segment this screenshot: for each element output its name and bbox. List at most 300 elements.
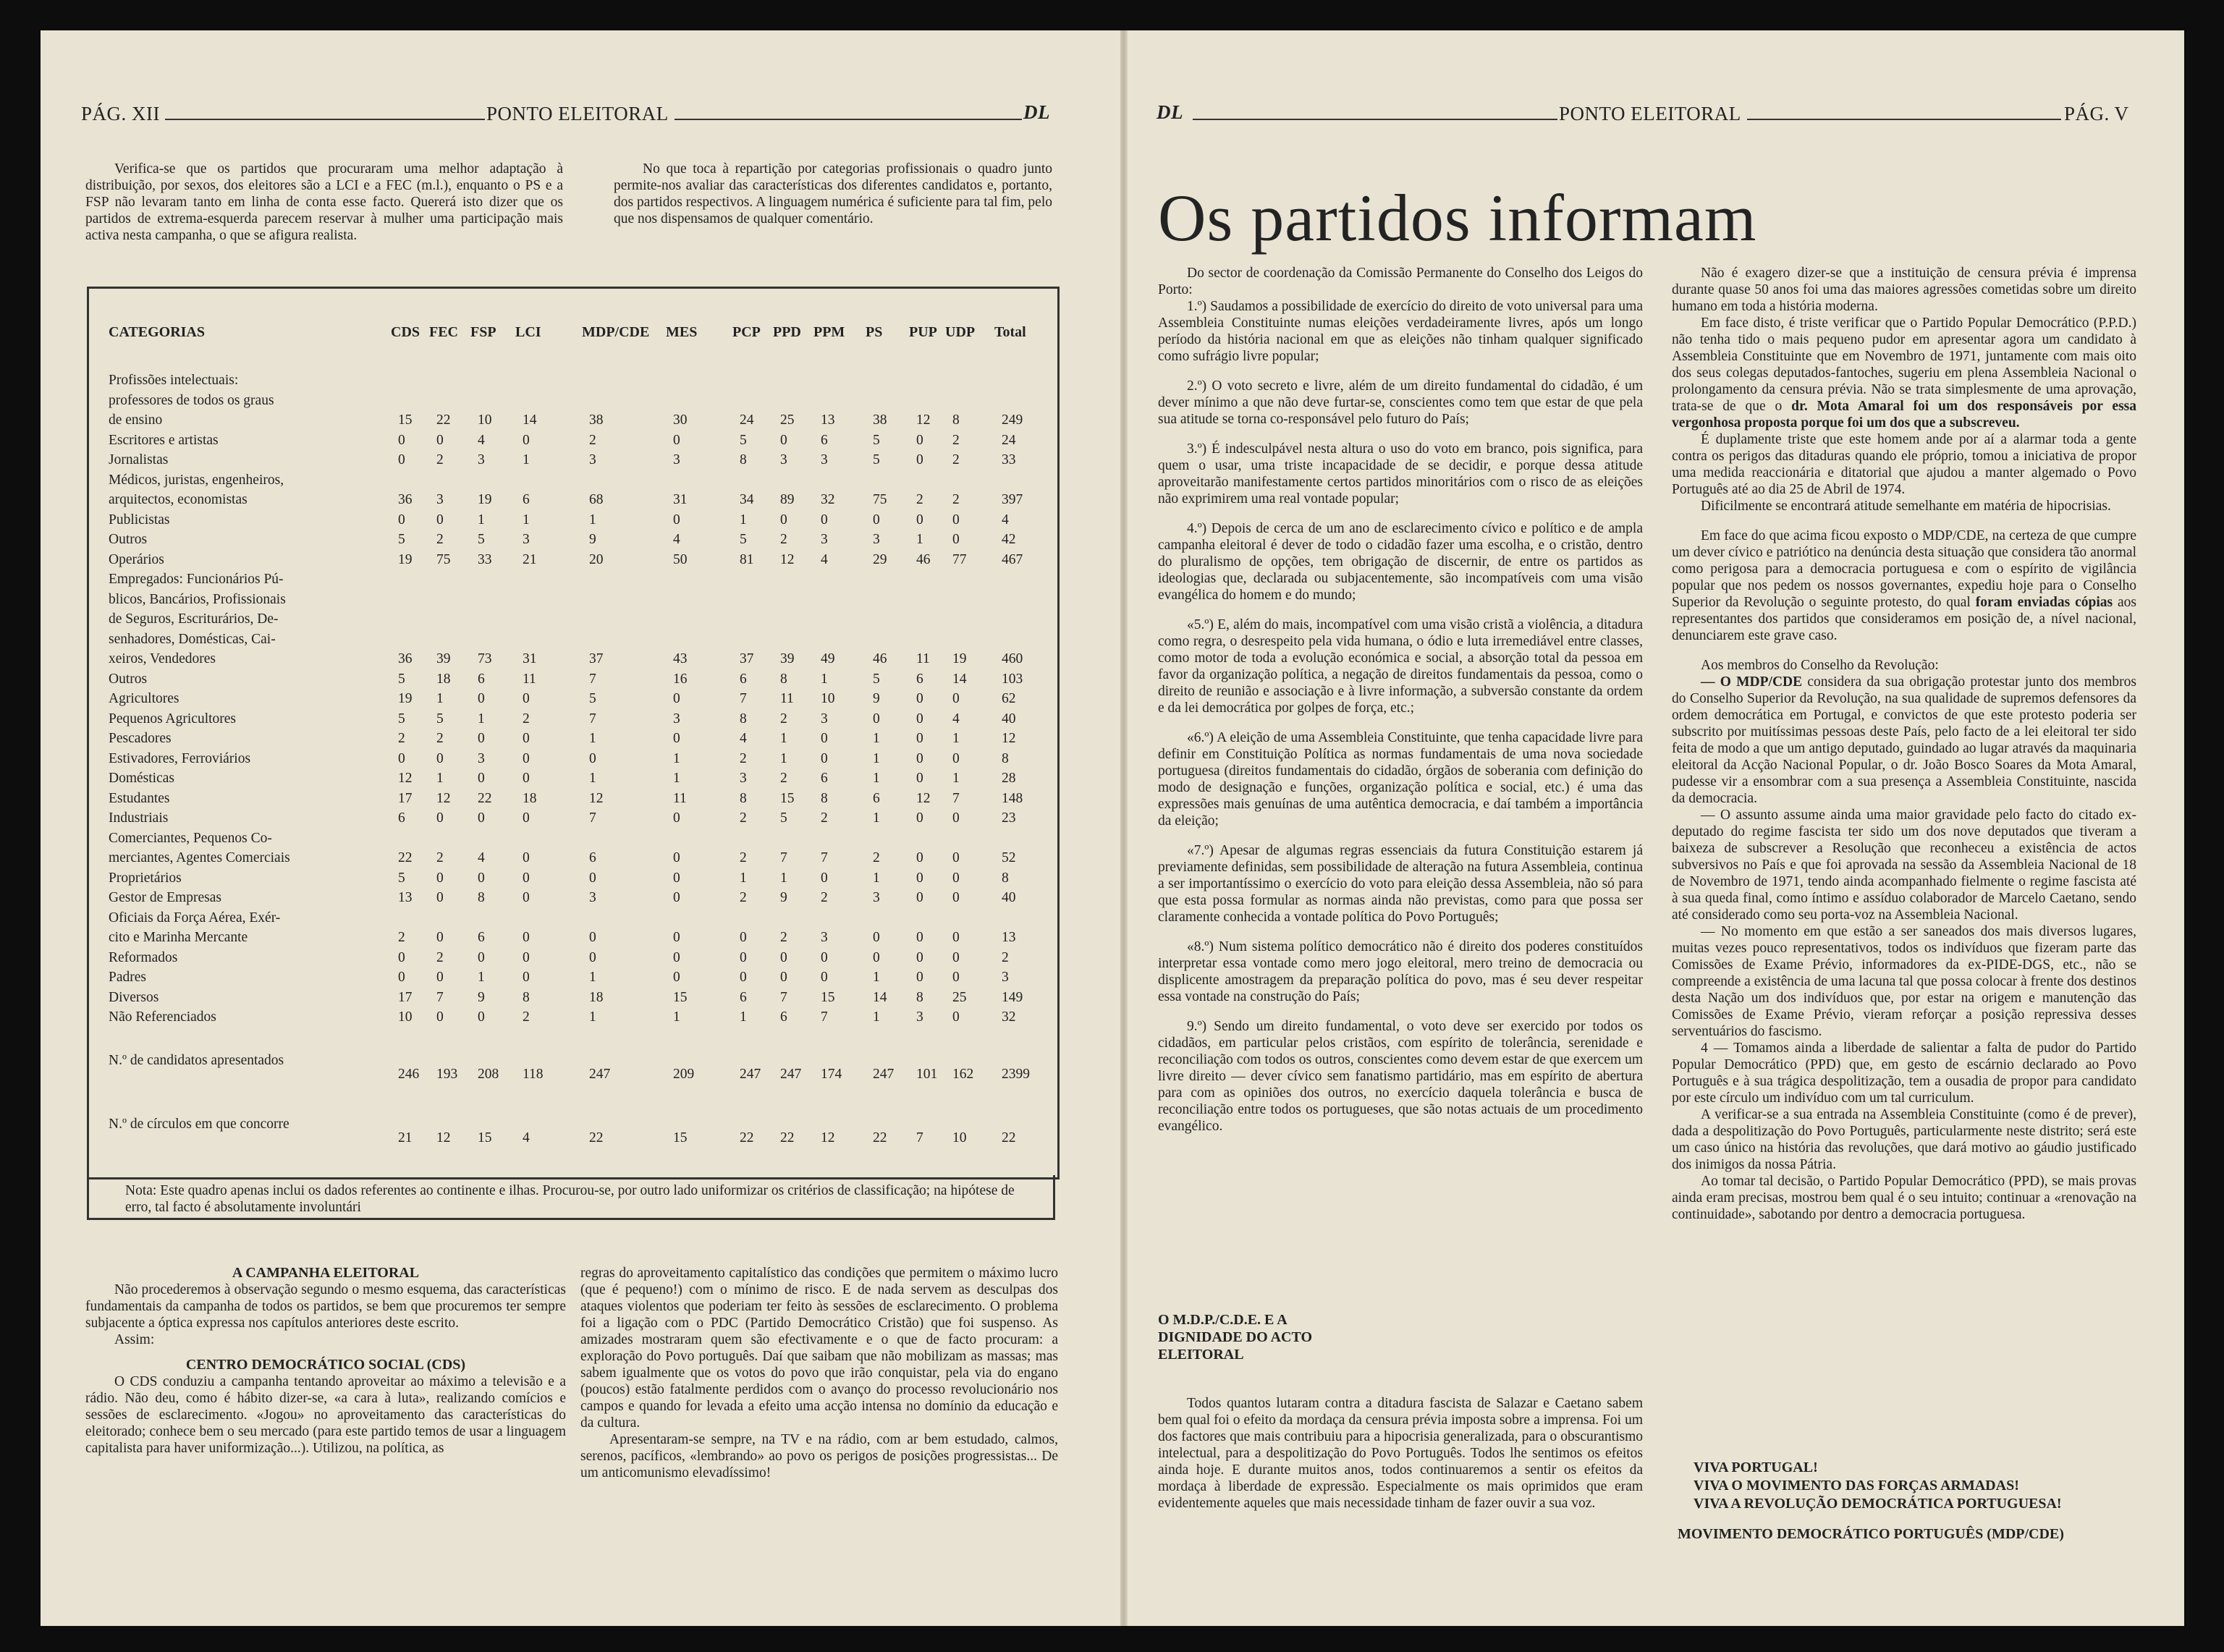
table-cell: 0 bbox=[916, 731, 923, 746]
right-page-label: PÁG. V bbox=[2064, 103, 2129, 124]
table-row-label: Operários bbox=[109, 551, 164, 567]
table-cell: 15 bbox=[780, 790, 795, 806]
table-cell: 3 bbox=[873, 532, 880, 547]
table-cell: 11 bbox=[780, 691, 794, 706]
table-cell: 0 bbox=[952, 691, 960, 706]
table-cell: 0 bbox=[916, 930, 923, 945]
table-cell: 37 bbox=[740, 651, 754, 666]
table-cell: 149 bbox=[1002, 989, 1023, 1005]
intro-right: No que toca à repartição por categorias profissionais o quadro junto permite-nos avaliar das características dos diferentes candidatos e, portanto, dos partidos respectivos. A linguagem numérica é suficiente para tal fim, pelo que nos dispensamos de qualquer comentário. bbox=[614, 161, 1052, 226]
table-cell: 5 bbox=[478, 532, 485, 547]
closing-line-2: VIVA O MOVIMENTO DAS FORÇAS ARMADAS! bbox=[1694, 1478, 2019, 1494]
table-cell: 0 bbox=[523, 810, 530, 826]
table-cell: 3 bbox=[589, 452, 596, 467]
table-header: MES bbox=[666, 324, 698, 340]
table-cell: 0 bbox=[589, 949, 596, 965]
table-cell: 0 bbox=[952, 949, 960, 965]
table-cell: 49 bbox=[821, 651, 835, 666]
table-cell: 39 bbox=[780, 651, 795, 666]
table-cell: 7 bbox=[589, 711, 596, 727]
table-cell: 6 bbox=[740, 989, 747, 1005]
table-cell: 18 bbox=[523, 790, 537, 806]
table-cell: 20 bbox=[589, 551, 604, 567]
table-cell: 19 bbox=[952, 651, 967, 666]
table-cell: 0 bbox=[589, 870, 596, 886]
table-cell: 0 bbox=[916, 432, 923, 448]
table-cell: 4 bbox=[821, 551, 828, 567]
table-cell: 89 bbox=[780, 492, 795, 507]
table-cell: 0 bbox=[952, 512, 960, 528]
table-cell: 5 bbox=[398, 671, 405, 687]
table-cell: 7 bbox=[436, 989, 444, 1005]
page-title: Os partidos informam bbox=[1158, 181, 1757, 255]
table-cell: 0 bbox=[398, 452, 405, 467]
table-cell: 15 bbox=[821, 989, 835, 1005]
table-cell: 25 bbox=[952, 989, 967, 1005]
table-cell: 77 bbox=[952, 551, 967, 567]
table-cell: 1 bbox=[523, 452, 530, 467]
table-cell: 0 bbox=[436, 930, 444, 945]
table-row-label: Escritores e artistas bbox=[109, 432, 219, 448]
table-cell: 0 bbox=[821, 949, 828, 965]
table-cell: 9 bbox=[780, 890, 787, 905]
table-cell: 2 bbox=[436, 731, 444, 746]
table-cell: 0 bbox=[821, 731, 828, 746]
table-cell: 0 bbox=[952, 750, 960, 766]
campaign-title: A CAMPANHA ELEITORAL bbox=[232, 1265, 420, 1281]
table-cell: 0 bbox=[952, 850, 960, 865]
table-cell: 42 bbox=[1002, 532, 1016, 547]
table-header: MDP/CDE bbox=[582, 324, 650, 340]
table-cell: 4 bbox=[673, 532, 680, 547]
table-row-label: Reformados bbox=[109, 949, 178, 965]
table-cell: 1 bbox=[873, 750, 880, 766]
table-cell: 8 bbox=[740, 711, 747, 727]
table-cell: 0 bbox=[740, 949, 747, 965]
left-head-rule bbox=[165, 119, 485, 120]
table-note: Nota: Este quadro apenas inclui os dados referentes ao continente e ilhas. Procurou-se, por outro lado uniformizar os critérios de classificação; na hipótese de erro, tal facto é absolutamente involuntári bbox=[87, 1175, 1055, 1220]
table-cell: 12 bbox=[780, 551, 795, 567]
table-cell: 0 bbox=[523, 850, 530, 865]
table-cell: 37 bbox=[589, 651, 604, 666]
table-header: PCP bbox=[732, 324, 761, 340]
table-cell: 10 bbox=[398, 1009, 413, 1025]
table-cell: 10 bbox=[821, 691, 835, 706]
table-cell: 1 bbox=[589, 970, 596, 985]
table-cell: 0 bbox=[436, 512, 444, 528]
table-cell: 3 bbox=[821, 452, 828, 467]
table-header: PPM bbox=[813, 324, 845, 340]
table-cell: 0 bbox=[523, 432, 530, 448]
table-cell: 0 bbox=[673, 810, 680, 826]
table-cell: 0 bbox=[673, 731, 680, 746]
laity-statement: Do sector de coordenação da Comissão Permanente do Conselho dos Leigos do Porto: 1.º) Saudamos a possibilidade de exercício do direito de voto universal para uma Assembleia Constituinte numas eleições verdadeiramente livres, após um longo período da história nacional em que as eleições não tinham qualquer significado como sufrágio livre popular; 2.º) O voto secreto e livre, além de um direito fundamental do cidadão, é um dever mínimo a que não deve furtar-se, conscientes como tem que estar de que pela sua atitude se torna co-responsável pelo futuro do País; 3.º) É indesculpável nesta altura o uso do voto em branco, pois significa, para quem o usar, uma triste incapacidade de se decidir, e porque dessa atitude aproveitarão manifestamente certos partidos minoritários com o risco de as eleições não exprimirem uma real vontade popular; 4.º) Depois de cerca de um ano de esclarecimento cívico e político e de ampla campanha eleitoral é dever de todo o cidadão fazer uma escolha, e o cristão, dentro do pluralismo de opções, tem obrigação de discernir, de entre os partidos as ideologias que, declarada ou subjacentemente, são incompatíveis com uma visão evangélica do homem e do mundo; «5.º) E, além do mais, incompatível com uma visão cristã a violência, a ditadura como regra, o desrespeito pela vida humana, o ódio e luta irremediável entre classes, como motor de toda a evolução económica e social, a absorção total da pessoa em favor da organização política, a negação de direitos fundamentais da pessoa, como o direito de reunião e associação e à livre informação, a subversão constante da ordem e da lei democrática por golpes de força, etc.; «6.º) A eleição de uma Assembleia Constituinte, que tenha capacidade livre para definir em Constituição Política as normas fundamentais de uma nova sociedade portuguesa (direitos fundamentais do cidadão, órgãos de soberania com definição do modo de designação e funções, organização política e social, etc.) é uma das expressões mais genuínas de uma autêntica democracia, e daí também a importância da eleição; «7.º) Apesar de algumas regras essenciais da futura Constituição estarem já previamente definidas, sem possibilidade de alteração na futura Assembleia, continua a ser importantíssimo o exercício do voto para eleição dessa Assembleia, não só para que esta possa formular as normas ainda não previstas, como para que possa ser claramente conhecida a vontade política do Povo Português; «8.º) Num sistema político democrático não é direito dos poderes constituídos interpretar essa vontade como mero jogo eleitoral, mero treino de democracia ou displicente amostragem da preparação política do povo, mas é seu dever respeitar essa vontade na construção do País; 9.º) Sendo um direito fundamental, o voto deve ser exercido por todos os cidadãos, em particular pelos cristãos, com espírito de tolerância, serenidade e reconciliação com todos os outros, conscientes como devem estar de que exercem um livre direito — dever cívico sem fanatismo partidário, mas em espírito de abertura para com as opiniões dos outros, no exercício daquela tolerância e busca de reconciliação entre todos os portugueses, que são notas actuais de um procedimento evangélico. bbox=[1158, 266, 1643, 1134]
table-cell: 5 bbox=[398, 532, 405, 547]
table-cell: 8 bbox=[478, 890, 485, 905]
table-summary-cell: 247 bbox=[873, 1067, 895, 1082]
table-summary-cell: 15 bbox=[673, 1130, 688, 1145]
table-summary-cell: 247 bbox=[589, 1067, 611, 1082]
table-cell: 8 bbox=[916, 989, 923, 1005]
table-cell: 0 bbox=[873, 949, 880, 965]
table-cell: 4 bbox=[1002, 512, 1009, 528]
table-cell: 15 bbox=[673, 989, 688, 1005]
table-cell: 2 bbox=[916, 492, 923, 507]
table-cell: 1 bbox=[589, 771, 596, 786]
table-cell: 0 bbox=[523, 691, 530, 706]
table-cell: 13 bbox=[398, 890, 413, 905]
right-masthead: DL bbox=[1157, 101, 1183, 123]
table-row-label: Comerciantes, Pequenos Co- merciantes, Agentes Comerciais bbox=[109, 830, 290, 865]
table-cell: 0 bbox=[478, 731, 485, 746]
table-cell: 2 bbox=[780, 771, 787, 786]
table-cell: 7 bbox=[780, 989, 787, 1005]
table-row-label: Empregados: Funcionários Pú- blicos, Bancários, Profissionais de Seguros, Escriturários, De- senhadores, Domésticas, Cai- xeiros, Vendedores bbox=[109, 572, 286, 666]
table-summary-cell: 12 bbox=[436, 1130, 451, 1145]
table-cell: 6 bbox=[740, 671, 747, 687]
table-summary-cell: 4 bbox=[523, 1130, 530, 1145]
table-cell: 81 bbox=[740, 551, 754, 567]
table-cell: 6 bbox=[523, 492, 530, 507]
table-cell: 0 bbox=[873, 512, 880, 528]
table-cell: 17 bbox=[398, 790, 413, 806]
table-cell: 9 bbox=[873, 691, 880, 706]
table-cell: 0 bbox=[478, 870, 485, 886]
table-cell: 3 bbox=[436, 492, 444, 507]
table-group-label: Profissões intelectuais: bbox=[109, 373, 239, 388]
table-cell: 39 bbox=[436, 651, 451, 666]
table-cell: 3 bbox=[821, 930, 828, 945]
table-cell: 15 bbox=[398, 412, 413, 428]
table-cell: 25 bbox=[780, 412, 795, 428]
table-cell: 0 bbox=[436, 750, 444, 766]
table-cell: 22 bbox=[398, 850, 413, 865]
table-row-label: Não Referenciados bbox=[109, 1009, 216, 1025]
table-cell: 0 bbox=[523, 731, 530, 746]
table-cell: 2 bbox=[952, 492, 960, 507]
table-cell: 29 bbox=[873, 551, 887, 567]
table-cell: 103 bbox=[1002, 671, 1023, 687]
table-summary-cell: 22 bbox=[1002, 1130, 1016, 1145]
table-cell: 467 bbox=[1002, 551, 1023, 567]
table-header: Total bbox=[994, 324, 1026, 340]
table-header: LCI bbox=[515, 324, 541, 340]
table-cell: 33 bbox=[478, 551, 492, 567]
table-cell: 8 bbox=[523, 989, 530, 1005]
table-cell: 0 bbox=[873, 711, 880, 727]
table-cell: 1 bbox=[436, 771, 444, 786]
closing-line-3: VIVA A REVOLUÇÃO DEMOCRÁTICA PORTUGUESA! bbox=[1694, 1496, 2062, 1512]
table-cell: 6 bbox=[398, 810, 405, 826]
table-cell: 1 bbox=[589, 512, 596, 528]
table-cell: 2 bbox=[436, 850, 444, 865]
table-cell: 0 bbox=[673, 949, 680, 965]
table-cell: 30 bbox=[673, 412, 688, 428]
table-cell: 0 bbox=[478, 771, 485, 786]
mdp-intro: Todos quantos lutaram contra a ditadura fascista de Salazar e Caetano sabem bem qual foi o efeito da mordaça da censura prévia imposta sobre a imprensa. Foi um dos factores que mais contribuiu para a hipocrisia generalizada, para o obscurantismo intelectual, para a despolitização do Povo Português. Todos lhe sentimos os efeitos ainda hoje. E durante muitos anos, todos continuaremos a sentir os efeitos da mordaça à liberdade de expressão. Especialmente os mais oprimidos que eram evidentemente aqueles que mais necessidade tinham de fazer ouvir a sua voz. bbox=[1158, 1396, 1643, 1511]
table-cell: 2 bbox=[1002, 949, 1009, 965]
table-cell: 68 bbox=[589, 492, 604, 507]
table-cell: 36 bbox=[398, 492, 413, 507]
table-cell: 14 bbox=[873, 989, 887, 1005]
table-summary-cell: 15 bbox=[478, 1130, 492, 1145]
table-cell: 1 bbox=[673, 750, 680, 766]
left-head-rule-2 bbox=[675, 119, 1022, 120]
table-cell: 1 bbox=[478, 512, 485, 528]
table-cell: 0 bbox=[740, 970, 747, 985]
table-row-label: Jornalistas bbox=[109, 452, 169, 467]
table-cell: 0 bbox=[821, 750, 828, 766]
table-cell: 12 bbox=[436, 790, 451, 806]
table-cell: 1 bbox=[589, 1009, 596, 1025]
table-cell: 1 bbox=[740, 1009, 747, 1025]
table-cell: 0 bbox=[952, 532, 960, 547]
right-head-rule-2 bbox=[1747, 119, 2061, 120]
table-row-label: Pequenos Agricultores bbox=[109, 711, 237, 727]
table-cell: 1 bbox=[523, 512, 530, 528]
table-cell: 8 bbox=[780, 671, 787, 687]
table-cell: 2 bbox=[780, 711, 787, 727]
table-summary-cell: 21 bbox=[398, 1130, 413, 1145]
table-cell: 0 bbox=[916, 970, 923, 985]
table-cell: 460 bbox=[1002, 651, 1023, 666]
table-cell: 249 bbox=[1002, 412, 1023, 428]
table-cell: 24 bbox=[1002, 432, 1016, 448]
table-cell: 46 bbox=[873, 651, 887, 666]
table-cell: 6 bbox=[821, 771, 828, 786]
table-cell: 2 bbox=[436, 949, 444, 965]
table-summary-cell: 22 bbox=[873, 1130, 887, 1145]
table-cell: 8 bbox=[1002, 870, 1009, 886]
table-summary-label: N.º de candidatos apresentados bbox=[109, 1053, 284, 1068]
table-cell: 0 bbox=[589, 750, 596, 766]
table-cell: 7 bbox=[821, 1009, 828, 1025]
table-cell: 0 bbox=[589, 930, 596, 945]
page-fold bbox=[1120, 30, 1128, 1626]
table-cell: 0 bbox=[398, 750, 405, 766]
table-summary-cell: 174 bbox=[821, 1067, 842, 1082]
table-summary-cell: 247 bbox=[780, 1067, 802, 1082]
table-cell: 3 bbox=[873, 890, 880, 905]
table-cell: 3 bbox=[478, 452, 485, 467]
table-cell: 0 bbox=[436, 1009, 444, 1025]
table-cell: 24 bbox=[740, 412, 754, 428]
table-cell: 2 bbox=[740, 850, 747, 865]
right-section-label: PONTO ELEITORAL bbox=[1559, 103, 1741, 124]
table-cell: 3 bbox=[589, 890, 596, 905]
table-cell: 0 bbox=[740, 930, 747, 945]
table-cell: 8 bbox=[821, 790, 828, 806]
table-cell: 14 bbox=[523, 412, 537, 428]
table-cell: 0 bbox=[523, 970, 530, 985]
table-cell: 8 bbox=[740, 452, 747, 467]
table-cell: 0 bbox=[916, 850, 923, 865]
table-header: PPD bbox=[773, 324, 801, 340]
table-cell: 9 bbox=[589, 532, 596, 547]
table-header: CATEGORIAS bbox=[109, 324, 205, 340]
table-cell: 73 bbox=[478, 651, 492, 666]
table-cell: 33 bbox=[1002, 452, 1016, 467]
table-cell: 0 bbox=[673, 930, 680, 945]
table-cell: 18 bbox=[436, 671, 451, 687]
table-cell: 3 bbox=[673, 711, 680, 727]
table-cell: 6 bbox=[780, 1009, 787, 1025]
right-head-rule bbox=[1193, 119, 1557, 120]
table-cell: 2 bbox=[740, 810, 747, 826]
table-cell: 50 bbox=[673, 551, 688, 567]
table-cell: 0 bbox=[780, 970, 787, 985]
table-cell: 1 bbox=[873, 731, 880, 746]
table-cell: 2 bbox=[780, 532, 787, 547]
table-row-label: Publicistas bbox=[109, 512, 170, 528]
table-cell: 3 bbox=[821, 711, 828, 727]
table-summary-cell: 118 bbox=[523, 1067, 544, 1082]
table-cell: 0 bbox=[673, 890, 680, 905]
table-cell: 0 bbox=[673, 432, 680, 448]
table-row-label: Agricultores bbox=[109, 691, 179, 706]
table-cell: 1 bbox=[673, 1009, 680, 1025]
table-summary-cell: 2399 bbox=[1002, 1067, 1030, 1082]
table-cell: 2 bbox=[952, 432, 960, 448]
table-row-label: Padres bbox=[109, 970, 146, 985]
table-summary-cell: 208 bbox=[478, 1067, 499, 1082]
table-summary-cell: 246 bbox=[398, 1067, 420, 1082]
table-cell: 7 bbox=[740, 691, 747, 706]
table-cell: 5 bbox=[398, 711, 405, 727]
closing-line-1: VIVA PORTUGAL! bbox=[1694, 1460, 1818, 1475]
table-cell: 12 bbox=[916, 790, 931, 806]
table-cell: 1 bbox=[740, 870, 747, 886]
table-cell: 1 bbox=[916, 532, 923, 547]
table-cell: 1 bbox=[436, 691, 444, 706]
table-cell: 0 bbox=[916, 691, 923, 706]
table-cell: 0 bbox=[523, 890, 530, 905]
table-cell: 10 bbox=[478, 412, 492, 428]
table-cell: 5 bbox=[740, 532, 747, 547]
table-cell: 5 bbox=[873, 671, 880, 687]
table-cell: 5 bbox=[589, 691, 596, 706]
table-cell: 28 bbox=[1002, 771, 1016, 786]
table-cell: 1 bbox=[780, 750, 787, 766]
table-cell: 4 bbox=[952, 711, 960, 727]
table-cell: 0 bbox=[952, 870, 960, 886]
table-cell: 38 bbox=[589, 412, 604, 428]
table-cell: 1 bbox=[873, 970, 880, 985]
table-cell: 3 bbox=[523, 532, 530, 547]
table-cell: 1 bbox=[780, 870, 787, 886]
table-cell: 7 bbox=[952, 790, 960, 806]
table-cell: 0 bbox=[398, 970, 405, 985]
table-cell: 5 bbox=[780, 810, 787, 826]
table-cell: 11 bbox=[673, 790, 687, 806]
table-cell: 4 bbox=[478, 850, 485, 865]
table-cell: 1 bbox=[478, 711, 485, 727]
table-cell: 52 bbox=[1002, 850, 1016, 865]
table-cell: 1 bbox=[740, 512, 747, 528]
left-masthead: DL bbox=[1023, 101, 1050, 123]
table-cell: 32 bbox=[821, 492, 835, 507]
table-cell: 16 bbox=[673, 671, 688, 687]
table-cell: 0 bbox=[780, 512, 787, 528]
mdp-column: Não é exagero dizer-se que a instituição de censura prévia é imprensa durante quase 50 anos foi uma das maiores agressões cometidas sobre um direito humano em toda a história moderna. Em face disto, é triste verificar que o Partido Popular Democrático (P.P.D.) não tenha tido o mais pequeno pudor em apresentar agora um candidato à Assembleia Constituinte que em Novembro de 1971, juntamente com mais oito dos seus colegas deputados-fantoches, sugeriu em plena Assembleia Nacional o prolongamento da censura prévia. Não se trata simplesmente de uma aprovação, trata-se de que o dr. Mota Amaral foi um dos responsáveis por essa vergonhosa proposta porque foi um dos que a subscreveu. É duplamente triste que este homem ande por aí a alarmar toda a gente contra os perigos das ditaduras quando ele próprio, tomou a iniciativa de propor uma medida reaccionária e ditatorial que ajudou a manter algemado o Povo Português até ao dia 25 de Abril de 1974. Dificilmente se encontrará atitude semelhante em matéria de hipocrisias. Em face do que acima ficou exposto o MDP/CDE, na certeza de que cumpre um dever cívico e patriótico na denúncia desta situação que considera tão anormal como perigosa para a democracia portuguesa e com o espírito de vigilância popular que nos pedem os nossos governantes, expediu hoje para o Conselho Superior da Revolução o seguinte protesto, do qual foram enviadas cópias aos representantes dos partidos que consideramos em posição de, a nível nacional, denunciarem este grave caso. Aos membros do Conselho da Revolução: — O MDP/CDE considera da sua obrigação protestar junto dos membros do Conselho Superior da Revolução, na sua qualidade de supremos defensores da ordem democrática em Portugal, e convictos de que este protesto poderia ser subscrito por muitíssimas pessoas deste País, pelo facto de a lei eleitoral ter sido feita de modo a que um antigo deputado, guindado ao lugar através da maquinaria eleitoral da Acção Nacional Popular, o dr. João Bosco Soares da Mota Amaral, pudesse vir a ensombrar com a sua presença a Assembleia Constituinte, nascida da democracia. — O assunto assume ainda uma maior gravidade pelo facto do citado ex-deputado do regime fascista ter sido um dos nove deputados que tiveram a baixeza de subscrever a Resolução que reconheceu a existência de actos subversivos no País e que foi aprovada na sessão da Assembleia Nacional de 18 de Novembro de 1971, tendo ainda acompanhado fielmente o regime fascista até à sua queda final, como íntimo e assíduo colaborador de Marcelo Caetano, sendo até considerado como seu porta-voz na Assembleia Nacional. — No momento em que estão a ser saneados dos mais diversos lugares, muitas vezes pouco representativos, todos os indivíduos que fizeram parte das Comissões de Exame Prévio, informadores da ex-PIDE-DGS, etc., não se compreende a existência de uma lacuna tal que possa colocar à frente dos destinos desta Nação um dos indivíduos que, por estar na origem e manutenção das Comissões de Exame Prévio, vieram reforçar a posição repressiva desses serventuários do fascismo. 4 — Tomamos ainda a liberdade de salientar a falta de pudor do Partido Popular Democrático (PPD) que, em gesto de escárnio declarado ao Povo Português e à sua trágica despolitização, tem a ousadia de propor para candidato por este círculo um indivíduo com um tal curriculum. A verificar-se a sua entrada na Assembleia Constituinte (como é de prever), dada a despolitização do Povo Português, particularmente neste distrito; será este um caso único na história das revoluções, que dará motivo ao gáudio justificado dos inimigos da nossa Pátria. Ao tomar tal decisão, o Partido Popular Democrático (PPD), se mais provas ainda eram precisas, mostrou bem qual é o seu intuito; continuar a «renovação na continuidade», sabotando por dentro a democracia portuguesa. bbox=[1672, 266, 2137, 1222]
table-cell: 2 bbox=[523, 1009, 530, 1025]
intro-left: Verifica-se que os partidos que procuraram uma melhor adaptação à distribuição, por sexos, dos eleitores são a LCI e a FEC (m.l.), enquanto o PS e a FSP não levaram tanto em linha de conta esse facto. Quererá isto dizer que os partidos de extrema-esquerda parecem reservar à mulher uma participação mais activa nesta campanha, o que se afigura realista. bbox=[85, 161, 563, 243]
table-cell: 62 bbox=[1002, 691, 1016, 706]
table-row-label: Outros bbox=[109, 671, 148, 687]
table-cell: 3 bbox=[740, 771, 747, 786]
table-cell: 148 bbox=[1002, 790, 1023, 806]
table-cell: 7 bbox=[780, 850, 787, 865]
table-cell: 40 bbox=[1002, 890, 1016, 905]
table-cell: 12 bbox=[398, 771, 413, 786]
table-cell: 4 bbox=[478, 432, 485, 448]
table-cell: 0 bbox=[952, 1009, 960, 1025]
table-cell: 11 bbox=[523, 671, 536, 687]
table-cell: 21 bbox=[523, 551, 537, 567]
table-summary-cell: 101 bbox=[916, 1067, 938, 1082]
table-cell: 8 bbox=[1002, 750, 1009, 766]
table-cell: 0 bbox=[436, 970, 444, 985]
table-cell: 11 bbox=[916, 651, 930, 666]
table-cell: 3 bbox=[916, 1009, 923, 1025]
table-cell: 0 bbox=[916, 771, 923, 786]
table-cell: 6 bbox=[873, 790, 880, 806]
table-cell: 46 bbox=[916, 551, 931, 567]
table-cell: 1 bbox=[589, 731, 596, 746]
table-cell: 23 bbox=[1002, 810, 1016, 826]
table-header: FSP bbox=[470, 324, 496, 340]
table-row-label: professores de todos os graus de ensino bbox=[109, 392, 274, 428]
table-cell: 0 bbox=[436, 810, 444, 826]
table-cell: 0 bbox=[523, 771, 530, 786]
table-cell: 0 bbox=[916, 949, 923, 965]
table-cell: 1 bbox=[952, 771, 960, 786]
table-cell: 18 bbox=[589, 989, 604, 1005]
table-cell: 0 bbox=[673, 970, 680, 985]
table-cell: 19 bbox=[398, 691, 413, 706]
table-row-label: Pescadores bbox=[109, 731, 172, 746]
table-cell: 22 bbox=[436, 412, 451, 428]
table-cell: 1 bbox=[873, 870, 880, 886]
table-cell: 0 bbox=[916, 711, 923, 727]
table-cell: 1 bbox=[673, 771, 680, 786]
table-cell: 0 bbox=[952, 890, 960, 905]
table-cell: 0 bbox=[436, 432, 444, 448]
table-cell: 2 bbox=[398, 930, 405, 945]
table-cell: 5 bbox=[436, 711, 444, 727]
table-cell: 0 bbox=[916, 810, 923, 826]
signature: MOVIMENTO DEMOCRÁTICO PORTUGUÊS (MDP/CDE) bbox=[1678, 1526, 2064, 1542]
table-row-label: Oficiais da Força Aérea, Exér- cito e Marinha Mercante bbox=[109, 910, 281, 945]
table-cell: 12 bbox=[916, 412, 931, 428]
table-cell: 0 bbox=[673, 512, 680, 528]
table-cell: 32 bbox=[1002, 1009, 1016, 1025]
table-cell: 2 bbox=[740, 750, 747, 766]
table-cell: 19 bbox=[478, 492, 492, 507]
campaign-column: A CAMPANHA ELEITORAL Não procederemos à observação segundo o mesmo esquema, das características fundamentais da campanha de todos os partidos, se bem que procuremos ter sempre subjacente a óptica expressa nos capítulos anteriores deste escrito. Assim: CENTRO DEMOCRÁTICO SOCIAL (CDS) O CDS conduziu a campanha tentando aproveitar ao máximo a televisão e a rádio. Não deu, como é hábito dizer-se, «a cara à luta», realizando comícios e sessões de esclarecimento. «Jogou» no aproveitamento das características do eleitorado; conhece bem o seu mercado (para este partido temos de usar a linguagem capitalista para haver uniformização...). Utilizou, na política, as bbox=[85, 1265, 566, 1456]
table-cell: 1 bbox=[952, 731, 960, 746]
table-cell: 8 bbox=[952, 412, 960, 428]
table-cell: 1 bbox=[873, 1009, 880, 1025]
table-summary-cell: 247 bbox=[740, 1067, 761, 1082]
table-summary-label: N.º de círculos em que concorre bbox=[109, 1117, 289, 1132]
table-cell: 0 bbox=[523, 930, 530, 945]
table-cell: 0 bbox=[673, 850, 680, 865]
table-header: PUP bbox=[909, 324, 937, 340]
table-header: FEC bbox=[429, 324, 458, 340]
table-cell: 0 bbox=[821, 870, 828, 886]
table-cell: 0 bbox=[916, 750, 923, 766]
